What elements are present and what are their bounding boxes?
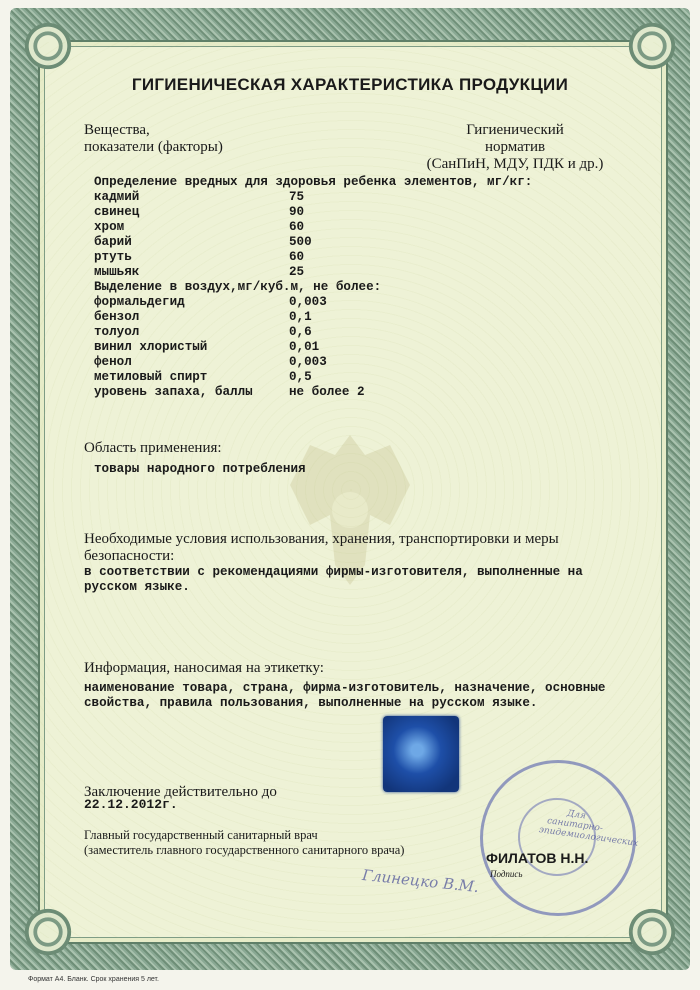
substance-name: фенол xyxy=(94,355,132,369)
substance-norm: 60 xyxy=(289,220,305,234)
table-row xyxy=(94,355,614,370)
substance-norm: 0,003 xyxy=(289,355,327,369)
substance-norm: 0,5 xyxy=(289,370,312,384)
substance-name: винил хлористый xyxy=(94,340,208,354)
table-row xyxy=(94,265,614,280)
substance-norm: 500 xyxy=(289,235,312,249)
substance-name: кадмий xyxy=(94,190,140,204)
substance-name: толуол xyxy=(94,325,140,339)
corner-ornament-bottom-left xyxy=(18,902,78,962)
substance-name: формальдегид xyxy=(94,295,185,309)
substance-name: барий xyxy=(94,235,132,249)
substance-norm: не более 2 xyxy=(289,385,365,399)
substance-name: уровень запаха, баллы xyxy=(94,385,253,399)
label-info-value: наименование товара, страна, фирма-изготовитель, назначение, основные свойства, правила пользования, выполненные на русском языке. xyxy=(84,681,606,710)
seal-text: Для санитарно-эпидемиологических xyxy=(538,808,639,849)
substance-name: хром xyxy=(94,220,125,234)
substances-table xyxy=(94,175,614,400)
signatory-name: ФИЛАТОВ Н.Н. xyxy=(486,850,589,866)
corner-ornament-top-left xyxy=(18,16,78,76)
form-footer: Формат А4. Бланк. Срок хранения 5 лет. xyxy=(28,976,159,983)
conditions-value: в соответствии с рекомендациями фирмы-изготовителя, выполненные на русском языке. xyxy=(84,565,583,594)
corner-ornament-top-right xyxy=(622,16,682,76)
header-substances: Вещества, показатели (факторы) xyxy=(84,122,223,155)
table-row xyxy=(94,205,614,220)
hologram-emblem xyxy=(383,716,459,792)
table-row xyxy=(94,385,614,400)
substance-name: ртуть xyxy=(94,250,132,264)
validity-label: Заключение действительно до xyxy=(84,784,277,800)
substance-norm: 0,1 xyxy=(289,310,312,324)
table-row xyxy=(94,310,614,325)
group-heading: Выделение в воздух,мг/куб.м, не более: xyxy=(94,280,382,294)
handwritten-signature: Глинецко В.М. xyxy=(361,865,480,897)
substance-name: свинец xyxy=(94,205,140,219)
table-row xyxy=(94,250,614,265)
table-row xyxy=(94,295,614,310)
corner-ornament-bottom-right xyxy=(622,902,682,962)
scope-value: товары народного потребления xyxy=(94,462,306,476)
table-row xyxy=(94,235,614,250)
table-row xyxy=(94,190,614,205)
scope-label: Область применения: xyxy=(84,440,222,456)
table-row xyxy=(94,340,614,355)
document-title: ГИГИЕНИЧЕСКАЯ ХАРАКТЕРИСТИКА ПРОДУКЦИИ xyxy=(131,75,569,94)
substance-norm: 60 xyxy=(289,250,305,264)
substance-norm: 0,01 xyxy=(289,340,320,354)
table-row xyxy=(94,325,614,340)
label-info-label: Информация, наносимая на этикетку: xyxy=(84,660,324,676)
group-heading: Определение вредных для здоровья ребенка элементов, мг/кг: xyxy=(94,175,533,189)
substance-norm: 90 xyxy=(289,205,305,219)
conditions-label: Необходимые условия использования, хранения, транспортировки и меры безопасности: xyxy=(84,531,559,564)
substance-norm: 0,6 xyxy=(289,325,312,339)
substance-norm: 0,003 xyxy=(289,295,327,309)
substance-name: бензол xyxy=(94,310,140,324)
validity-date: 22.12.2012г. xyxy=(84,797,178,812)
table-row xyxy=(94,220,614,235)
substance-name: мышьяк xyxy=(94,265,140,279)
signature-caption: Подпись xyxy=(490,869,523,879)
table-row xyxy=(94,370,614,385)
header-norm: Гигиенический норматив (СанПиН, МДУ, ПДК и др.) xyxy=(426,122,604,172)
substance-norm: 25 xyxy=(289,265,305,279)
substance-name: метиловый спирт xyxy=(94,370,208,384)
signatory-title: Главный государственный санитарный врач (заместитель главного государственного санитарного врача) xyxy=(84,828,405,857)
substance-norm: 75 xyxy=(289,190,305,204)
